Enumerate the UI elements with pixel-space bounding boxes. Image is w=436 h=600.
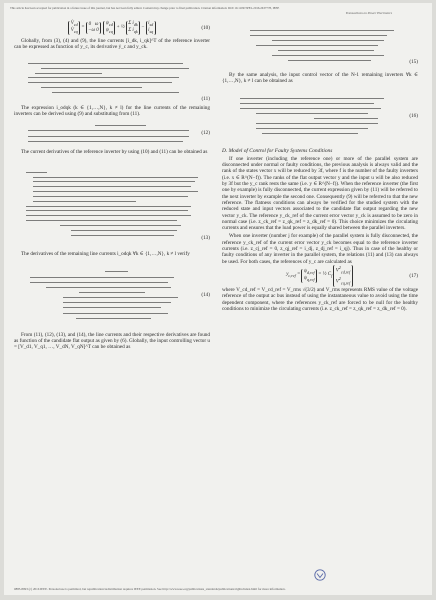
left-column [14, 18, 210, 353]
equation-number: (16) [409, 112, 418, 119]
paragraph: Globally, from (3), (4) and (9), the line currents [i_dk, i_qk]^T of the reference inverter can be expressed as function of y_c, its derivative ẏ_c and y_ck. [14, 38, 210, 51]
paragraph: where V_cd_ref = V_cd_ref = V_rms √(3/2) and V_rms represents RMS value of the voltage reference of the output ac bus instead of using the instantaneous value to avoid using the time dependent component, where the references y_ck_ref are forced to be null for the healthy conditions to minimize the circulating currents (i.e. z_ck_ref = z_qk_ref = z_dk_ref = 0). [222, 286, 418, 312]
equation-number: (14) [201, 291, 210, 298]
equation-number: (15) [409, 59, 418, 65]
paragraph: The expression i_odqk (k ∈ {1,…,N}, k ≠ l) for the line currents of the remaining inverters can be derived using (9) and substituting from (11). [14, 104, 210, 117]
header-notice: This article has been accepted for publication in a future issue of this journal, but has not been fully edited. Content may change prior to final publication. Citation information: DOI 10.1109/TPEL.2016.2637778, IEEE [10, 6, 280, 10]
right-column [222, 18, 418, 314]
equation-14 [14, 260, 210, 330]
equation-number: (10) [201, 25, 210, 31]
equation-16 [222, 87, 418, 145]
footer-copyright: 0885-8993 (c) 2016 IEEE. Personal use is permitted, but republication/redistribution requires IEEE permission. See http://www.ieee.org/publications_standards/publications/rights/index.html for more information. [14, 587, 286, 591]
paragraph: From (11), (12), (13), and (14), the line currents and their respective derivatives are found as function of the candidate flat output as given by (6). Globally, the input controlling vector u = [V_d1, V_q1, …, V_dN, V_qN]^T can be obtained as [14, 331, 210, 351]
paragraph: If one inverter (including the reference one) or more of the parallel system are disconnected under normal or faulty conditions, the previous analysis is always valid and the rank of the states vector x will be reduced by 3f, where f is the number of the faulty inverters (i.e. x ∈ R^(N−f)). The ranks of the flat output vector y and the input u will be also reduced by 3f but the y_c rank rests the same (i.e. y ∈ R^(N−f)). When the reference inverter (the first one by example) is fully disconnected, the current expression given by (11) will be referred to the next inverter by example the second one. Consequently (9) will be referred to that the new reference. The flatness conditions can always be verified for the studied system with the reduced state and input vectors associated to the candidate flat output regarding the new vector y_ck. The reference y_ck_ref of the current error vector y_ck is assumed to be zero in normal case (i.e. z_ck_ref = z_qk_ref = z_dk_ref = 0). This choice minimizes the circulating currents and ensures that the load power is equally shared between the parallel inverters. [222, 155, 418, 232]
equation-number: (12) [201, 130, 210, 137]
header-journal: Transactions on Power Electronics [345, 11, 392, 15]
publisher-logo-icon [313, 569, 327, 581]
equation-number: (13) [201, 235, 210, 242]
paragraph: When one inverter (number j for example) of the parallel system is fully disconnected, the reference y_ck_ref of the current error vector y_ck becomes equal to the reference inverter currents (i.e. z_cj_ref = 0, z_qj_ref = i_dj, z_dj_ref = i_qj). Thus in case of the healthy or faulty conditions of any inverter in the parallel system, the relations (11) and (13) can always be used. For both cases, the references of y_c are calculated as [222, 233, 418, 265]
equation-number: (17) [409, 272, 418, 279]
paragraph: The derivatives of the remaining line currents i_odqk ∀k ∈ {1,…,N}, k ≠ l verify [21, 251, 190, 258]
equation-10: $V̇_{cd}$ $V̇_{cq}$ = 0 ω −ω 0 $\psi_{cd}$ $\psi_{cq}$ + ½ Σ $i_{dk}$ Σ $i_{qk}$ − $i_{sd}$ $i_{sq}$ (10) [14, 20, 210, 36]
paper-page [4, 3, 432, 595]
equation-12 [14, 119, 210, 147]
section-heading: D. Model of Control for Faulty Systems Conditions [222, 147, 333, 154]
paragraph: By the same analysis, the input control vector of the N-1 remaining inverters ∀k ∈ {1,…,N}, k ≠ l can be obtained as [222, 72, 418, 85]
equation-13 [14, 157, 210, 249]
equation-17: $y_{c,ref}$ = $\psi_{d,ref}$ $\psi_{q,ref}$ = ½ $C_f$ $V^2_{cd,ref}$ $V^2_{cq,ref}$ (17) [286, 265, 418, 286]
equation-number: (11) [201, 95, 210, 102]
equation-15 [222, 20, 418, 70]
equation-11 [14, 53, 210, 103]
paragraph: The current derivatives of the reference inverter by using (10) and (11) can be obtained as [21, 149, 208, 156]
